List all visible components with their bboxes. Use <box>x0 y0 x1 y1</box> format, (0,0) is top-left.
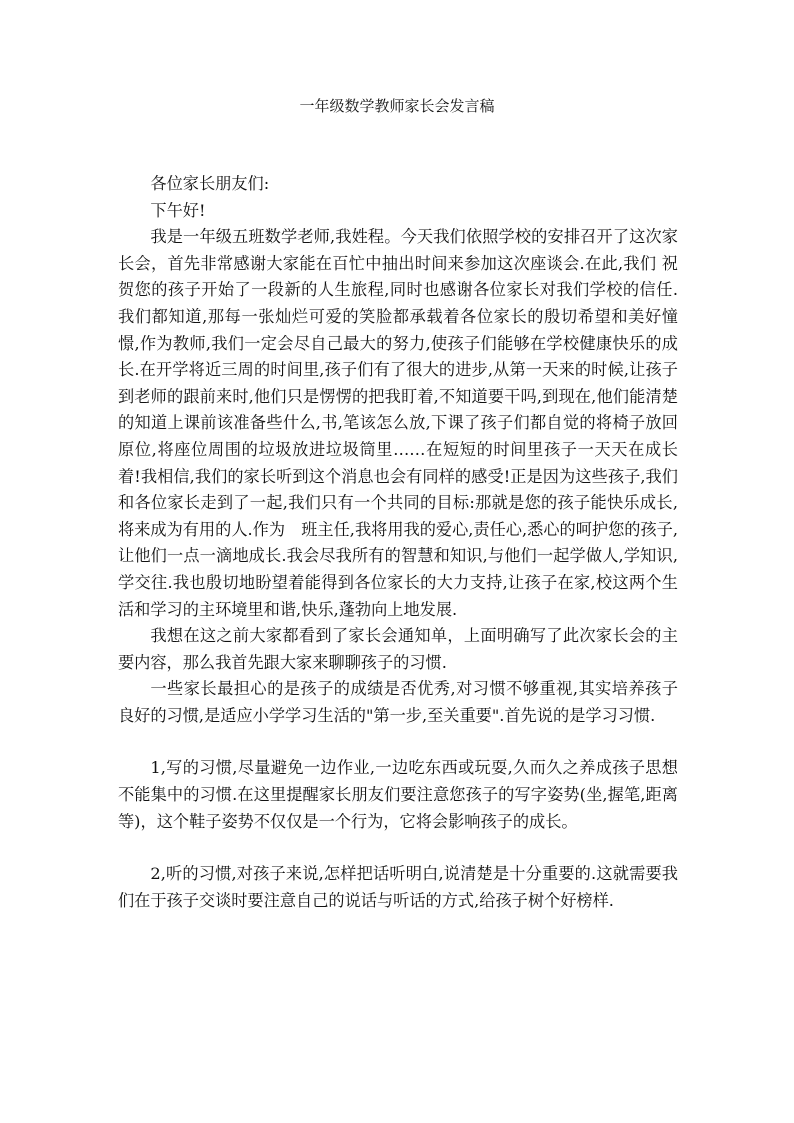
body-paragraph-writing-habit: 1,写的习惯,尽量避免一边作业,一边吃东西或玩耍,久而久之养成孩子思想不能集中的习惯.在这里提醒家长朋友们要注意您孩子的写字姿势(坐,握笔,距离等)，这个鞋子姿势不仅仅是一个行为，它将会影响孩子的成长。 <box>118 758 678 831</box>
document-body <box>118 171 678 914</box>
body-paragraph-habits: 一些家长最担心的是孩子的成绩是否优秀,对习惯不够重视,其实培养孩子良好的习惯,是适应小学学习生活的"第一步,至关重要".首先说的是学习习惯. <box>118 679 678 725</box>
greeting: 下午好! <box>150 200 206 220</box>
body-paragraph-intro: 我是一年级五班数学老师,我姓程。今天我们依照学校的安排召开了这次家长会，首先非常感谢大家能在百忙中抽出时间来参加这次座谈会.在此,我们 祝贺您的孩子开始了一段新的人生旅程,同时也感谢各位家长对我们学校的信任.我们都知道,那每一张灿烂可爱的笑脸都承载着各位家长的殷切希望和美好憧憬,作为教师,我们一定会尽自己最大的努力,使孩子们能够在学校健康快乐的成长.在开学将近三周的时间里,孩子们有了很大的进步,从第一天来的时候,让孩子到老师的跟前来时,他们只是愣愣的把我盯着,不知道要干吗,到现在,他们能清楚的知道上课前该准备些什么,书,笔该怎么放,下课了孩子们都自觉的将椅子放回原位,将座位周围的垃圾放进垃圾筒里……在短短的时间里孩子一天天在成长着!我相信,我们的家长听到这个消息也会有同样的感受!正是因为这些孩子,我们和各位家长走到了一起,我们只有一个共同的目标:那就是您的孩子能快乐成长,将来成为有用的人.作为 班主任,我将用我的爱心,责任心,悉心的呵护您的孩子,让他们一点一滴地成长.我会尽我所有的智慧和知识,与他们一起学做人,学知识,学交往.我也殷切地盼望着能得到各位家长的大力支持,让孩子在家,校这两个生活和学习的主环境里和谐,快乐,蓬勃向上地发展. <box>118 227 678 619</box>
salutation: 各位家长朋友们: <box>150 174 270 193</box>
document-title: 一年级数学教师家长会发言稿 <box>299 97 495 115</box>
body-paragraph-notice: 我想在这之前大家都看到了家长会通知单，上面明确写了此次家长会的主要内容，那么我首先跟大家来聊聊孩子的习惯. <box>118 626 678 672</box>
body-paragraph-listening-habit: 2,听的习惯,对孩子来说,怎样把话听明白,说清楚是十分重要的.这就需要我们在于孩子交谈时要注意自己的说话与听话的方式,给孩子树个好榜样. <box>118 864 678 910</box>
